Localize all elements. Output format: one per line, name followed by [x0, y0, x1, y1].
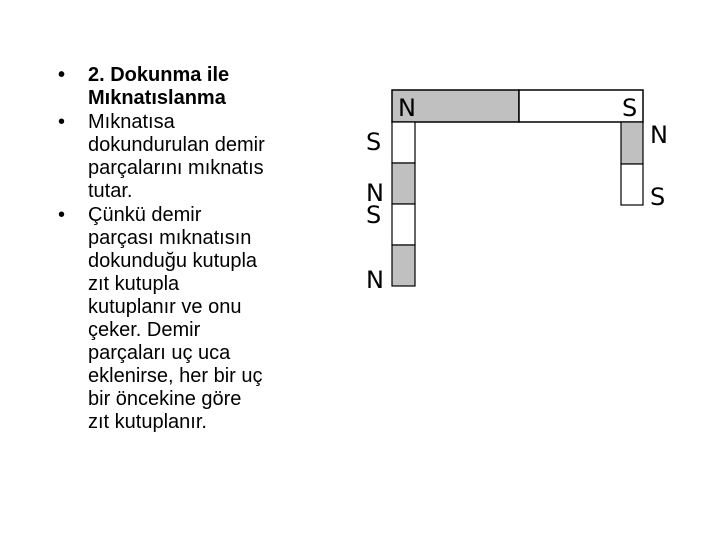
left-chain-label-3: S	[366, 201, 382, 229]
magnet-south-label: S	[622, 94, 638, 122]
bullet-line: • 2. Dokunma ile	[88, 64, 230, 86]
iron-piece-right-1	[621, 122, 643, 164]
bullet-line: dokunduğu kutupla	[88, 250, 258, 272]
iron-piece-4	[392, 245, 415, 286]
bar-magnet	[392, 90, 643, 122]
iron-piece-2	[392, 163, 415, 204]
left-iron-chain	[366, 122, 415, 294]
bullet-line: • Mıknatısa	[88, 111, 175, 133]
bullet-line: parçalarını mıknatıs	[88, 157, 264, 179]
bullet-line: parçası mıknatısın	[88, 227, 252, 249]
right-chain-label-2: S	[650, 183, 666, 211]
bullet-line: zıt kutuplanır.	[88, 411, 207, 433]
bullet-line: kutuplanır ve onu	[88, 296, 242, 318]
left-chain-label-1: S	[366, 128, 382, 156]
bullet-line: • Çünkü demir	[88, 204, 202, 226]
iron-piece-3	[392, 204, 415, 245]
bullet-line: zıt kutupla	[88, 273, 180, 295]
bullet-line: bir öncekine göre	[88, 388, 242, 410]
left-chain-label-4: N	[366, 266, 384, 294]
right-iron-chain	[621, 121, 668, 211]
bullet-line: parçaları uç uca	[88, 342, 231, 364]
iron-piece-right-2	[621, 164, 643, 205]
bullet-line: tutar.	[88, 180, 133, 202]
right-chain-label-1: N	[650, 121, 668, 149]
left-chain-label-2: N	[366, 179, 384, 207]
iron-piece-1	[392, 122, 415, 163]
bullet-line: çeker. Demir	[88, 319, 201, 341]
bullet-line: eklenirse, her bir uç	[88, 365, 263, 387]
bullet-line: Mıknatıslanma	[88, 87, 226, 109]
magnet-north-label: N	[398, 94, 416, 122]
bullet-line: dokundurulan demir	[88, 134, 265, 156]
